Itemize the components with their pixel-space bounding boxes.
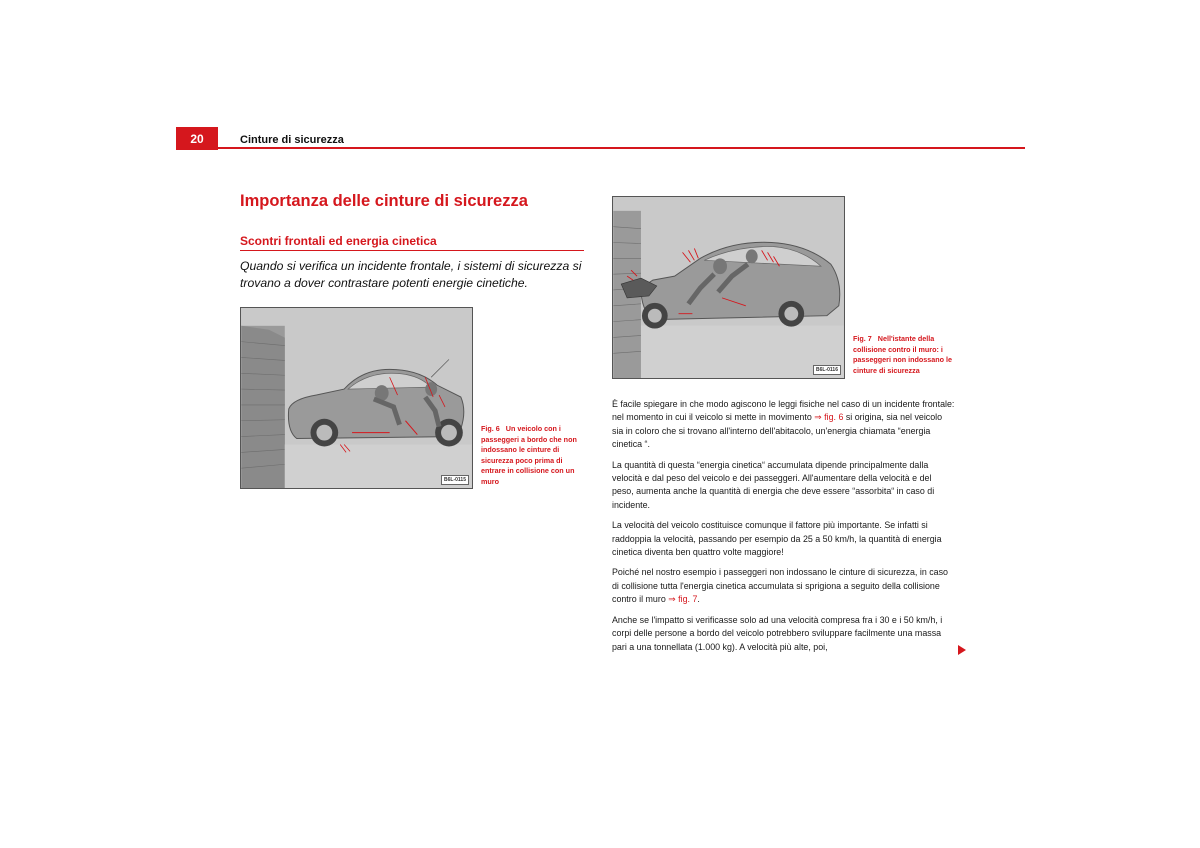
next-page-arrow-icon	[958, 645, 966, 655]
car-before-collision-illustration	[241, 308, 472, 488]
body-text	[612, 398, 955, 661]
figure-6-car-before-collision	[240, 307, 473, 489]
intro-paragraph: Quando si verifica un incidente frontale, i sistemi di sicurezza si trovano a dover contrastare potenti energie cinetiche.	[240, 259, 582, 290]
body-paragraph-5: Anche se l'impatto si verificasse solo ad una velocità compresa fra i 30 e i 50 km/h, i corpi delle persone a bordo del veicolo potrebbero sviluppare facilmente una massa pari a una tonnellata (1.000 kg). A velocità più alte, poi,	[612, 614, 943, 652]
figure-6-caption-text: Un veicolo con i passeggeri a bordo che non indossano le cinture di sicurezza poco prima di entrare in collisione con un muro	[481, 424, 577, 486]
figure-6-caption-label: Fig. 6	[481, 424, 500, 433]
brick-wall	[241, 326, 285, 488]
figure-6-reference-link[interactable]: ⇒ fig. 6	[814, 412, 844, 423]
header-rule	[218, 147, 1025, 149]
article-subtitle: Scontri frontali ed energia cinetica	[240, 234, 437, 248]
body-p4-b: .	[697, 594, 700, 605]
page-number: 20	[176, 127, 218, 150]
subtitle-rule	[240, 250, 584, 251]
figure-7-caption-text: Nell'istante della collisione contro il muro: i passeggeri non indossano le cinture di sicurezza	[853, 334, 953, 375]
body-paragraph-4	[612, 566, 955, 606]
figure-7-caption	[853, 334, 963, 376]
figure-7-reference-link[interactable]: ⇒ fig. 7	[668, 594, 698, 605]
body-p1-a: È facile spiegare in che modo agiscono le leggi fisiche nel caso di un incidente frontale: nel momento in cui il veicolo si mette in movimento	[612, 399, 955, 423]
body-paragraph-3: La velocità del veicolo costituisce comunque il fattore più importante. Se infatti si raddoppia la velocità, passando per esempio da 25 a 50 km/h, la quantità di energia cinetica diventa ben quattro volte maggiore!	[612, 520, 942, 558]
body-paragraph-2: La quantità di questa “energia cinetica“ accumulata dipende principalmente dalla velocità e dal peso del veicolo e dei passeggeri. All'aumentare della velocità e del peso, aumenta anche la quantità di energia che deve essere “assorbita“ in caso di incidente.	[612, 459, 935, 510]
car-collision-illustration	[613, 197, 844, 378]
article-title: Importanza delle cinture di sicurezza	[240, 192, 528, 210]
body-p1-b: si origina, sia nel veicolo sia in coloro che si trovano all'interno dell'abitacolo, un'energia chiamata “energia cinetica “.	[612, 412, 943, 450]
body-paragraph-1	[612, 398, 955, 452]
figure-7-code: B6L-0116	[813, 365, 841, 375]
page-header	[176, 127, 1025, 150]
section-title: Cinture di sicurezza	[240, 134, 344, 146]
figure-7-car-collision	[612, 196, 845, 379]
figure-6-caption	[481, 424, 585, 488]
body-p4-a: Poiché nel nostro esempio i passeggeri non indossano le cinture di sicurezza, in caso di collisione tutta l'energia cinetica accumulata si sprigiona a seguito della collisione contro il muro	[612, 567, 948, 605]
figure-6-code: B6L-0115	[441, 475, 469, 485]
figure-7-caption-label: Fig. 7	[853, 334, 872, 343]
